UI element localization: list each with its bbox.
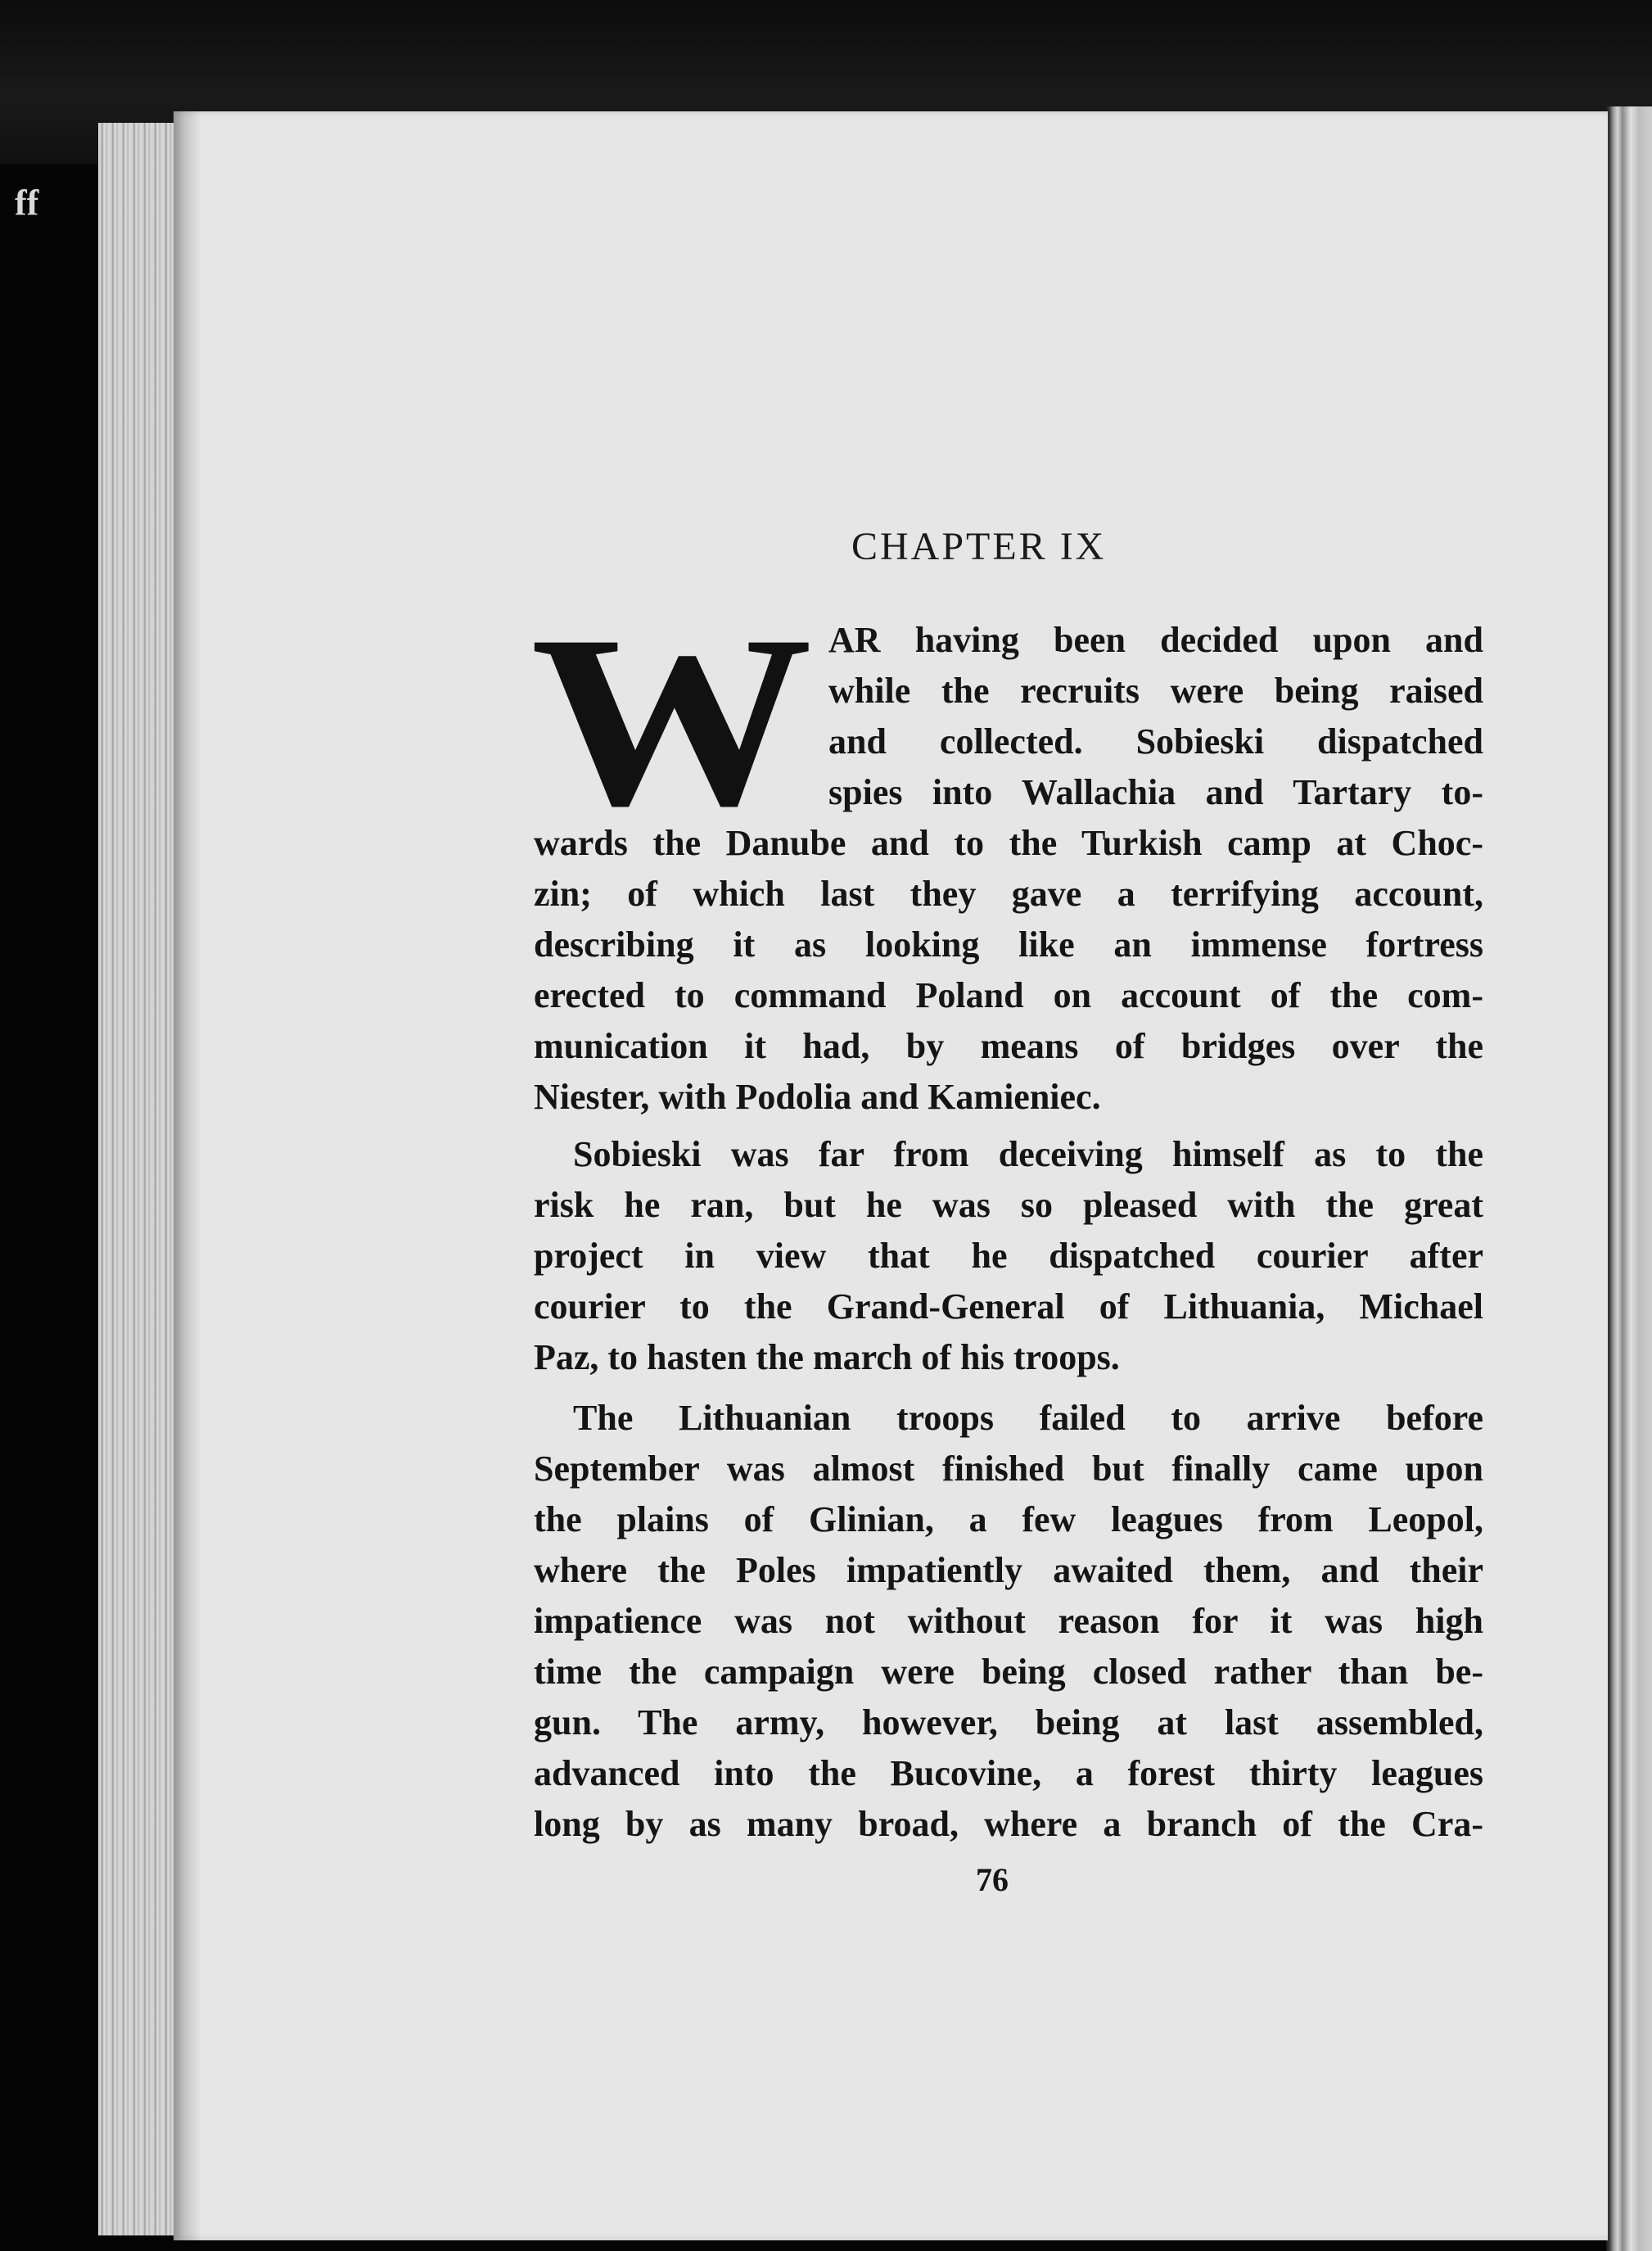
text-line: advanced into the Bucovine, a forest thirty leagues (534, 1753, 1483, 1793)
text-line: while the recruits were being raised (828, 671, 1483, 711)
text-line: describing it as looking like an immense fortress (534, 924, 1483, 965)
text-line: Sobieski was far from deceiving himself as to the (573, 1134, 1483, 1174)
text-line: Paz, to hasten the march of his troops. (534, 1337, 1120, 1377)
text-line: spies into Wallachia and Tartary to- (828, 772, 1483, 812)
text-line: September was almost finished but finally came upon (534, 1449, 1483, 1489)
text-line: zin; of which last they gave a terrifying account, (534, 874, 1483, 914)
text-line: The Lithuanian troops failed to arrive before (573, 1398, 1483, 1438)
chapter-heading: CHAPTER IX (851, 525, 1107, 568)
text-line: munication it had, by means of bridges over the (534, 1026, 1483, 1066)
page-number: 76 (976, 1861, 1009, 1898)
book-right-edge (1606, 106, 1652, 2251)
corner-mark: ff (15, 183, 39, 223)
text-line: the plains of Glinian, a few leagues from Leopol, (534, 1499, 1483, 1539)
text-line: long by as many broad, where a branch of the Cra- (534, 1804, 1483, 1844)
text-line: where the Poles impatiently awaited them, and their (534, 1550, 1483, 1590)
text-line: project in view that he dispatched courier after (534, 1236, 1483, 1276)
text-line: gun. The army, however, being at last assembled, (534, 1702, 1483, 1742)
text-line: impatience was not without reason for it was high (534, 1601, 1483, 1641)
text-line: wards the Danube and to the Turkish camp at Choc- (534, 823, 1483, 863)
text-line: courier to the Grand-General of Lithuania, Michael (534, 1286, 1483, 1327)
text-line: time the campaign were being closed rather than be- (534, 1652, 1483, 1692)
text-line: erected to command Poland on account of the com- (534, 975, 1483, 1015)
gutter-shadow (174, 111, 201, 2240)
text-line: Niester, with Podolia and Kamieniec. (534, 1077, 1101, 1117)
text-line: risk he ran, but he was so pleased with the great (534, 1185, 1483, 1225)
text-line: AR having been decided upon and (828, 620, 1483, 660)
drop-cap: W (530, 585, 813, 857)
text-line: and collected. Sobieski dispatched (828, 721, 1483, 762)
